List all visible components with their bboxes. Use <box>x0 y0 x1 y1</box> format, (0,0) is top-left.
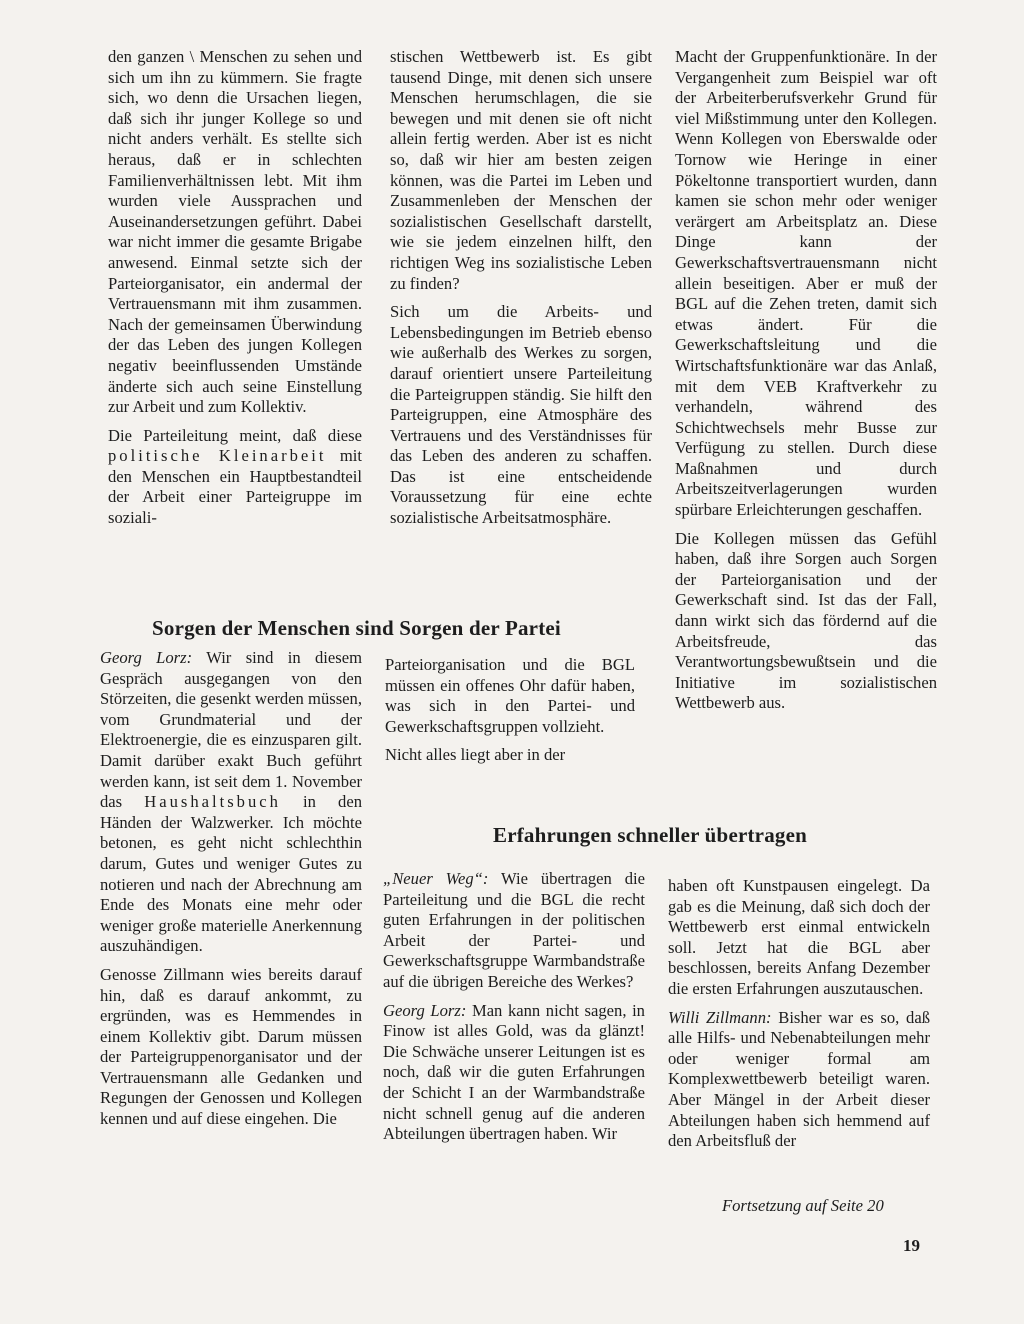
sorgen-column-2 <box>385 655 635 766</box>
paragraph: Macht der Gruppenfunktionäre. In der Vergangenheit zum Beispiel war oft der Arbeiterberufsverkehr Grund für viel Mißstimmung unter den Kollegen. Wenn Kollegen von Eberswalde oder Tornow wie Heringe in einer Pökeltonne transportiert wurden, dann kamen sie schon mehr oder weniger verärgert am Arbeitsplatz an. Diese Dinge kann der Gewerkschaftsvertrauensmann nicht allein beseitigen. Aber er muß der BGL auf die Zehen treten, damit sich etwas ändert. Für die Gewerkschaftsleitung und die Wirtschaftsfunktionäre war das Anlaß, mit dem VEB Kraftverkehr zu verhandeln, während des Schichtwechsels mehr Busse zur Verfügung zu stellen. Durch diese Maßnahmen und durch Arbeitszeitverlagerungen wurden spürbare Erleichterungen geschaffen. <box>675 47 937 520</box>
paragraph: Die Parteileitung meint, daß diese politische Kleinarbeit mit den Menschen ein Hauptbestandteil der Arbeit einer Parteigruppe im soziali- <box>108 425 362 528</box>
sorgen-column-1 <box>100 648 362 1130</box>
section-heading: Erfahrungen schneller übertragen <box>493 823 807 847</box>
erfahrungen-column-2 <box>383 869 645 1145</box>
paragraph: stischen Wettbewerb ist. Es gibt tausend Dinge, mit denen sich unsere Menschen herumschlagen, die sie bewegen und mit denen sie oft nicht allein fertig werden. Aber ist es nicht so, daß wir hier am besten zeigen können, was die Partei im Leben und Zusammenleben der Menschen der sozialistischen Gesellschaft darstellt, wie sie jedem einzelnen hilft, den richtigen Weg ins sozialistische Leben zu finden? <box>390 47 652 293</box>
spaced-emphasis: politische Kleinarbeit <box>108 446 327 466</box>
speaker-name: Willi Zillmann: <box>668 1007 772 1027</box>
paragraph: Nicht alles liegt aber in der <box>385 745 566 765</box>
paragraph: Die Kollegen müssen das Gefühl haben, daß ihre Sorgen auch Sorgen der Parteiorganisation und der Gewerkschaft sind. Ist das der Fall, dann wirkt sich das fördernd auf die Arbeitsfreude, das Verantwortungsbewußtsein und die Initiative im sozialistischen Wettbewerb aus. <box>675 528 937 713</box>
continuation-note: Fortsetzung auf Seite 20 <box>722 1196 884 1215</box>
top-column-1 <box>108 47 362 529</box>
top-column-3 <box>675 47 937 714</box>
speaker-name: „Neuer Weg“: <box>383 869 489 888</box>
section-heading: Sorgen der Menschen sind Sorgen der Partei <box>152 616 561 640</box>
spaced-emphasis: Haushaltsbuch <box>144 792 281 812</box>
paragraph: Willi Zillmann: Bisher war es so, daß alle Hilfs- und Nebenabteilungen mehr oder weniger formal am Komplexwettbewerb beteiligt waren. Aber Mängel in der Arbeit dieser Abteilungen haben sich hemmend auf den Arbeitsfluß der <box>668 1007 930 1151</box>
erfahrungen-column-3 <box>668 876 930 1152</box>
page-number: 19 <box>903 1236 920 1255</box>
paragraph: den ganzen \ Menschen zu sehen und sich um ihn zu kümmern. Sie fragte sich, wo denn die Ursachen liegen, daß sich ihr junger Kollege so und nicht anders verhält. Es stellte sich heraus, daß er in schlechten Familienverhältnissen lebt. Mit ihm wurden viele Aussprachen und Auseinandersetzungen geführt. Dabei war nicht immer die gesamte Brigabe anwesend. Einmal setzte sich der Parteiorganisator, ein andermal der Vertrauensmann mit ihm zusammen. Nach der gemeinsamen Überwindung der das Leben des jungen Kollegen negativ beeinflussenden Umstände änderte sich auch seine Einstellung zur Arbeit und zum Kollektiv. <box>108 47 362 417</box>
paragraph: Parteiorganisation und die BGL müssen ein offenes Ohr dafür haben, was sich in den Partei- und Gewerkschaftsgruppen vollzieht. <box>385 655 635 736</box>
paragraph: „Neuer Weg“: Wie übertragen die Parteileitung und die BGL die recht guten Erfahrungen in der politischen Arbeit der Partei- und Gewerkschaftsgruppe Warmbandstraße auf die übrigen Bereiche des Werkes? <box>383 869 645 991</box>
paragraph: haben oft Kunstpausen eingelegt. Da gab es die Meinung, daß sich doch der Wettbewerb erst einmal entwickeln soll. Jetzt hat die BGL aber beschlossen, bereits Anfang Dezember die ersten Erfahrungen auszutauschen. <box>668 876 930 998</box>
top-column-2 <box>390 47 652 529</box>
paragraph: Sich um die Arbeits- und Lebensbedingungen im Betrieb ebenso wie außerhalb des Werkes zu sorgen, darauf orientiert unsere Parteileitung die Parteigruppen ständig. Sie hilft den Parteigruppen, eine Atmosphäre des Vertrauens und des Verständnisses für das Leben des anderen zu schaffen. Das ist eine entscheidende Voraussetzung für eine echte sozialistische Arbeitsatmosphäre. <box>390 302 652 528</box>
paragraph: Georg Lorz: Man kann nicht sagen, in Finow ist alles Gold, was da glänzt! Die Schwäche unserer Leitungen ist es noch, daß wir die guten Erfahrungen der Schicht I an der Warmbandstraße nicht schnell genug auf die anderen Abteilungen übertragen haben. Wir <box>383 1000 645 1144</box>
paragraph: Genosse Zillmann wies bereits darauf hin, daß es darauf ankommt, zu ergründen, was es Hemmendes in einem Kollektiv gibt. Darum müssen der Parteigruppenorganisator und der Vertrauensmann alle Gedanken und Regungen der Genossen und Kollegen kennen und auf diese eingehen. Die <box>100 964 362 1129</box>
paragraph: Georg Lorz: Wir sind in diesem Gespräch ausgegangen von den Störzeiten, die gesenkt werden müssen, vom Grundmaterial und der Elektroenergie, die es einzusparen gilt. Damit darüber exakt Buch geführt werden kann, ist seit dem 1. November das Haushaltsbuch in den Händen der Walzwerker. Ich möchte betonen, es geht nicht schlechthin darum, Gutes und weniger Gutes zu notieren und nach der Abrechnung am Ende des Monats eine mehr oder weniger große materielle Anerkennung auszuhändigen. <box>100 648 363 956</box>
speaker-name: Georg Lorz: <box>383 1000 467 1020</box>
speaker-name: Georg Lorz: <box>100 648 193 667</box>
